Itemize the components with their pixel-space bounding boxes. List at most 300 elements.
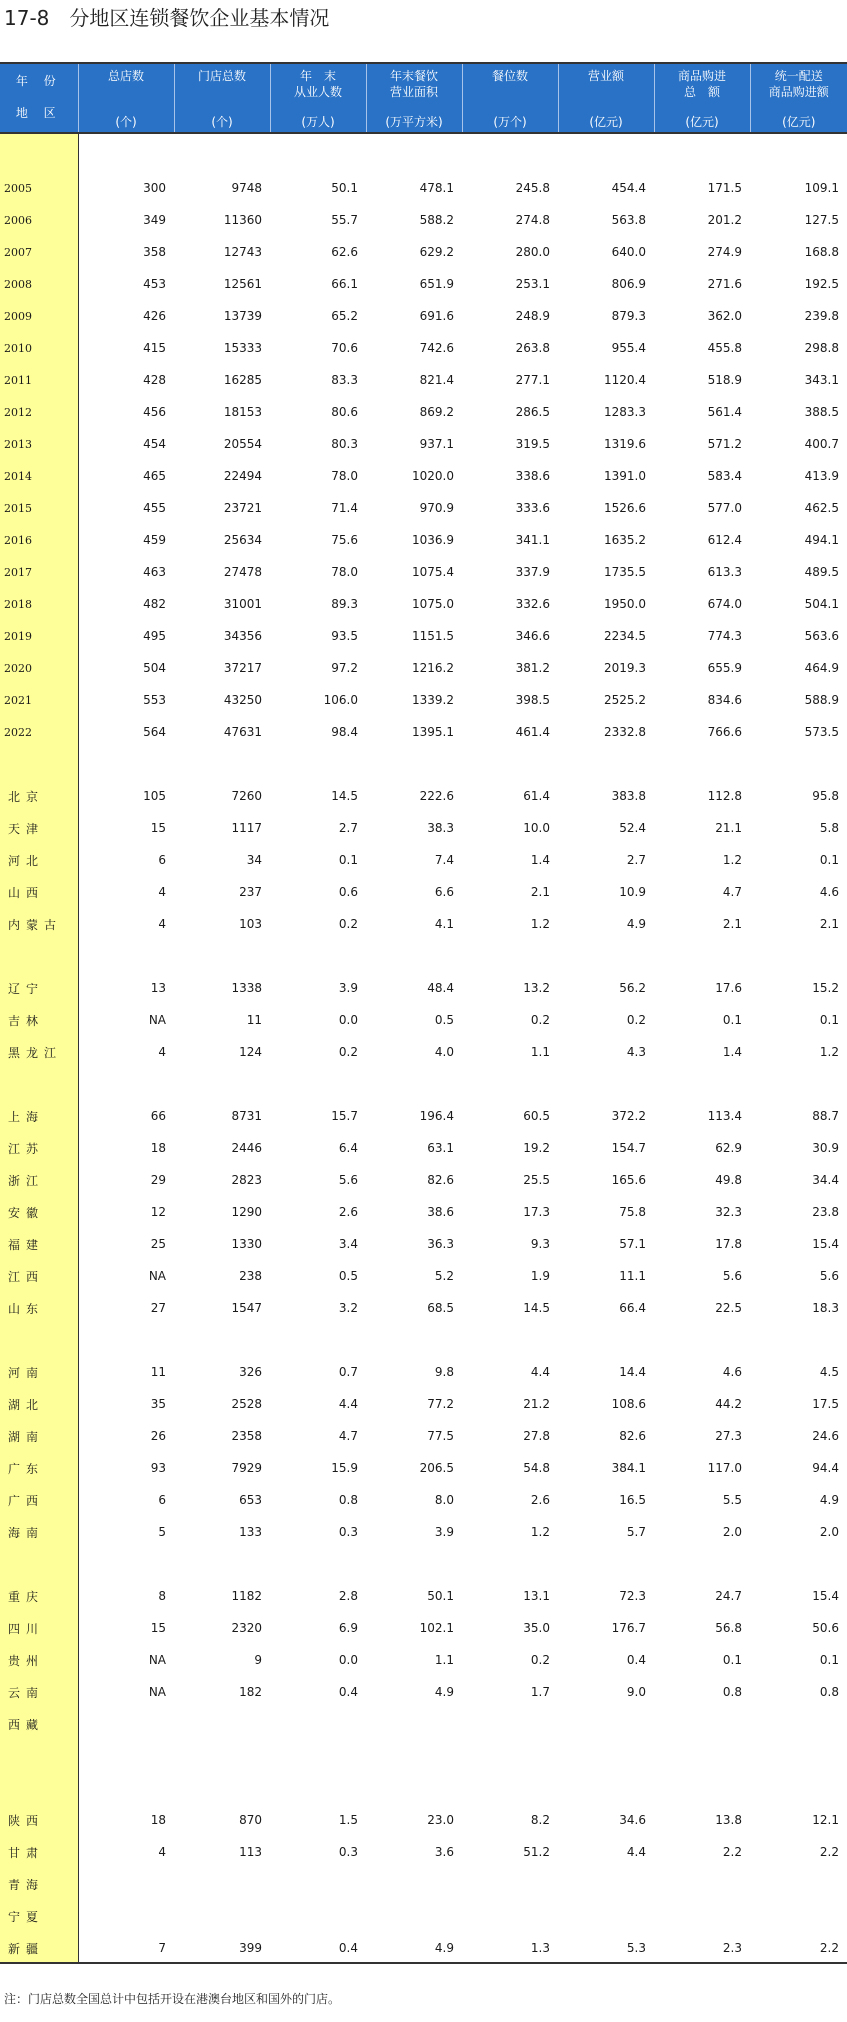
value-cell: 60.5 [523, 1109, 550, 1123]
spacer-cell [462, 1740, 558, 1772]
column-header-text: 商品购进 [677, 69, 726, 83]
value-cell: 504.1 [804, 597, 839, 611]
region-row [0, 1228, 847, 1260]
value-cell: 23.0 [427, 1813, 454, 1827]
value-cell: 0.2 [530, 1013, 550, 1027]
region-row [0, 1196, 847, 1228]
year-label: 2014 [0, 460, 78, 492]
table-body [0, 134, 847, 1964]
value-cell: 12 [150, 1205, 166, 1219]
column-header-text: 门店总数 [197, 69, 246, 83]
spacer-row [0, 134, 847, 172]
value-cell: 11.1 [619, 1269, 646, 1283]
value-cell: 346.6 [515, 629, 550, 643]
region-label: 河北 [0, 844, 78, 876]
spacer-cell [654, 940, 750, 972]
value-cell: 18 [150, 1141, 166, 1155]
value-cell: 66.1 [331, 277, 358, 291]
value-cell: 3.9 [434, 1525, 454, 1539]
value-cell: 6.9 [338, 1621, 358, 1635]
value-cell [750, 1900, 847, 1932]
year-row [0, 364, 847, 396]
value-cell: 495 [143, 629, 166, 643]
spacer-label-cell [0, 748, 78, 780]
value-cell: NA [148, 1013, 166, 1027]
value-cell: 1339.2 [412, 693, 454, 707]
value-cell: 4 [158, 1045, 166, 1059]
year-label: 2009 [0, 300, 78, 332]
value-cell: 21.1 [715, 821, 742, 835]
value-cell: 0.1 [722, 1013, 742, 1027]
year-row [0, 716, 847, 748]
value-cell: 168.8 [804, 245, 839, 259]
spacer-cell [174, 1740, 270, 1772]
value-cell: 4.7 [338, 1429, 358, 1443]
value-cell: 196.4 [419, 1109, 454, 1123]
value-cell: 274.8 [515, 213, 550, 227]
value-cell: 44.2 [715, 1397, 742, 1411]
value-cell: 4.9 [626, 917, 646, 931]
spacer-cell [174, 940, 270, 972]
value-cell: 253.1 [515, 277, 550, 291]
value-cell: 413.9 [804, 469, 839, 483]
value-cell: 577.0 [707, 501, 742, 515]
value-cell: 1.3 [530, 1941, 550, 1955]
value-cell: 8.2 [530, 1813, 550, 1827]
value-cell: 4.9 [434, 1941, 454, 1955]
value-cell: 17.3 [523, 1205, 550, 1219]
region-label: 青海 [0, 1868, 78, 1900]
year-row [0, 620, 847, 652]
value-cell: 464.9 [804, 661, 839, 675]
region-label: 黑龙江 [0, 1036, 78, 1068]
value-cell: 82.6 [427, 1173, 454, 1187]
value-cell: 461.4 [515, 725, 550, 739]
value-cell: 222.6 [419, 789, 454, 803]
header-label-cell [0, 64, 78, 132]
region-row [0, 1356, 847, 1388]
value-cell: 15 [150, 821, 166, 835]
value-cell: 8 [158, 1589, 166, 1603]
value-cell: 0.6 [338, 885, 358, 899]
column-header-text: 营业面积 [389, 85, 438, 99]
region-row [0, 812, 847, 844]
spacer-cell [750, 1068, 847, 1100]
spacer-cell [270, 1772, 366, 1804]
region-row [0, 1420, 847, 1452]
value-cell: 0.1 [819, 1653, 839, 1667]
region-row [0, 844, 847, 876]
value-cell: 25 [150, 1237, 166, 1251]
spacer-cell [654, 134, 750, 172]
value-cell: 5 [158, 1525, 166, 1539]
value-cell: 1950.0 [604, 597, 646, 611]
spacer-cell [78, 1772, 174, 1804]
value-cell [750, 1708, 847, 1740]
spacer-row [0, 1548, 847, 1580]
column-header-text: 餐位数 [491, 69, 528, 83]
value-cell: 9.3 [530, 1237, 550, 1251]
value-cell: 821.4 [419, 373, 454, 387]
value-cell: 9748 [231, 181, 262, 195]
value-cell: 651.9 [419, 277, 454, 291]
region-label: 江苏 [0, 1132, 78, 1164]
value-cell: 2.1 [530, 885, 550, 899]
spacer-cell [558, 134, 654, 172]
table-number: 17-8 [4, 6, 50, 30]
value-cell [558, 1900, 654, 1932]
region-row [0, 1484, 847, 1516]
year-label: 2010 [0, 332, 78, 364]
value-cell: 1283.3 [604, 405, 646, 419]
value-cell: 17.8 [715, 1237, 742, 1251]
year-row [0, 492, 847, 524]
value-cell [462, 1900, 558, 1932]
region-row [0, 972, 847, 1004]
value-cell: 27 [150, 1301, 166, 1315]
spacer-cell [366, 134, 462, 172]
value-cell: 384.1 [611, 1461, 646, 1475]
value-cell: 23721 [223, 501, 262, 515]
value-cell: 970.9 [419, 501, 454, 515]
value-cell: 47631 [223, 725, 262, 739]
column-header-text: 营业额 [587, 69, 624, 83]
year-row [0, 556, 847, 588]
spacer-cell [78, 1324, 174, 1356]
column-header-text: 年 末 [299, 69, 336, 83]
value-cell: 358 [143, 245, 166, 259]
value-cell: 165.6 [611, 1173, 646, 1187]
value-cell: 192.5 [804, 277, 839, 291]
value-cell: 1120.4 [604, 373, 646, 387]
value-cell: 0.4 [338, 1941, 358, 1955]
value-cell: 14.4 [619, 1365, 646, 1379]
spacer-label-cell [0, 134, 78, 172]
year-label: 2013 [0, 428, 78, 460]
value-cell: 0.2 [530, 1653, 550, 1667]
value-cell: 766.6 [707, 725, 742, 739]
region-label: 上海 [0, 1100, 78, 1132]
column-header-text: 商品购进额 [768, 85, 829, 99]
region-row [0, 1612, 847, 1644]
year-row [0, 204, 847, 236]
value-cell: 3.9 [338, 981, 358, 995]
spacer-row [0, 748, 847, 780]
value-cell [78, 1900, 174, 1932]
spacer-row [0, 1324, 847, 1356]
value-cell: 14.5 [523, 1301, 550, 1315]
value-cell: 171.5 [707, 181, 742, 195]
value-cell: 4.9 [434, 1685, 454, 1699]
value-cell: 16.5 [619, 1493, 646, 1507]
bottom-rule [0, 1962, 847, 1964]
spacer-cell [174, 1548, 270, 1580]
year-label: 2020 [0, 652, 78, 684]
value-cell: 176.7 [611, 1621, 646, 1635]
value-cell: 879.3 [611, 309, 646, 323]
value-cell: 1.1 [530, 1045, 550, 1059]
value-cell: 674.0 [707, 597, 742, 611]
year-label: 2022 [0, 716, 78, 748]
value-cell: 3.6 [434, 1845, 454, 1859]
year-row [0, 652, 847, 684]
value-cell: 0.0 [338, 1653, 358, 1667]
value-cell: 56.2 [619, 981, 646, 995]
value-cell: 2.6 [338, 1205, 358, 1219]
value-cell: 573.5 [804, 725, 839, 739]
value-cell: 63.1 [427, 1141, 454, 1155]
year-label: 2007 [0, 236, 78, 268]
column-header-unit: (万个) [493, 115, 527, 129]
value-cell: 454.4 [611, 181, 646, 195]
region-label: 湖北 [0, 1388, 78, 1420]
value-cell: 0.8 [722, 1685, 742, 1699]
value-cell: 34 [246, 853, 262, 867]
value-cell: 0.1 [819, 853, 839, 867]
header-label-year: 年 份 [15, 73, 62, 88]
spacer-cell [174, 134, 270, 172]
year-row [0, 460, 847, 492]
value-cell: 89.3 [331, 597, 358, 611]
value-cell: 35 [150, 1397, 166, 1411]
value-cell: 0.0 [338, 1013, 358, 1027]
value-cell: 51.2 [523, 1845, 550, 1859]
value-cell: 399 [239, 1941, 262, 1955]
region-label: 湖南 [0, 1420, 78, 1452]
value-cell: 15333 [223, 341, 262, 355]
value-cell: 27478 [223, 565, 262, 579]
value-cell: 109.1 [804, 181, 839, 195]
footnote: 注：门店总数全国总计中包括开设在港澳台地区和国外的门店。 [4, 1992, 341, 2006]
value-cell: 1.2 [819, 1045, 839, 1059]
value-cell: 0.7 [338, 1365, 358, 1379]
value-cell: 1290 [231, 1205, 262, 1219]
value-cell: 50.6 [812, 1621, 839, 1635]
value-cell: 23.8 [812, 1205, 839, 1219]
value-cell: 5.3 [626, 1941, 646, 1955]
value-cell: 7929 [231, 1461, 262, 1475]
value-cell: 1735.5 [604, 565, 646, 579]
value-cell: 4.5 [819, 1365, 839, 1379]
region-row [0, 1388, 847, 1420]
value-cell: 34.6 [619, 1813, 646, 1827]
value-cell: 1.7 [530, 1685, 550, 1699]
value-cell: 263.8 [515, 341, 550, 355]
value-cell: 1391.0 [604, 469, 646, 483]
value-cell: 0.8 [819, 1685, 839, 1699]
spacer-cell [558, 1324, 654, 1356]
region-label: 内蒙古 [0, 908, 78, 940]
spacer-cell [462, 940, 558, 972]
value-cell: 27.3 [715, 1429, 742, 1443]
value-cell: 9.0 [626, 1685, 646, 1699]
value-cell: 50.1 [427, 1589, 454, 1603]
value-cell: 154.7 [611, 1141, 646, 1155]
value-cell: 1.2 [530, 917, 550, 931]
value-cell: 465 [143, 469, 166, 483]
year-label: 2021 [0, 684, 78, 716]
value-cell: 24.6 [812, 1429, 839, 1443]
year-row [0, 236, 847, 268]
value-cell: 3.4 [338, 1237, 358, 1251]
value-cell: 61.4 [523, 789, 550, 803]
value-cell: 238 [239, 1269, 262, 1283]
value-cell [78, 1708, 174, 1740]
value-cell: 2.2 [722, 1845, 742, 1859]
value-cell: 112.8 [707, 789, 742, 803]
column-header-unit: (个) [211, 115, 233, 129]
spacer-label-cell [0, 1548, 78, 1580]
value-cell: 17.5 [812, 1397, 839, 1411]
value-cell: 326 [239, 1365, 262, 1379]
value-cell: 332.6 [515, 597, 550, 611]
spacer-cell [654, 1548, 750, 1580]
value-cell: 2.8 [338, 1589, 358, 1603]
spacer-cell [462, 1068, 558, 1100]
value-cell: 201.2 [707, 213, 742, 227]
value-cell: 453 [143, 277, 166, 291]
year-label: 2019 [0, 620, 78, 652]
spacer-cell [750, 1324, 847, 1356]
value-cell: 2.1 [819, 917, 839, 931]
value-cell: 71.4 [331, 501, 358, 515]
value-cell: 4.6 [722, 1365, 742, 1379]
value-cell: 2.6 [530, 1493, 550, 1507]
spacer-label-cell [0, 1740, 78, 1772]
value-cell: 77.2 [427, 1397, 454, 1411]
value-cell [270, 1708, 366, 1740]
value-cell: 456 [143, 405, 166, 419]
region-row [0, 1804, 847, 1836]
spacer-cell [270, 1068, 366, 1100]
value-cell: 937.1 [419, 437, 454, 451]
spacer-cell [750, 134, 847, 172]
value-cell: 1.4 [722, 1045, 742, 1059]
value-cell: 588.2 [419, 213, 454, 227]
region-label: 宁夏 [0, 1900, 78, 1932]
value-cell: 5.6 [722, 1269, 742, 1283]
spacer-cell [366, 1068, 462, 1100]
value-cell: 80.3 [331, 437, 358, 451]
region-label: 海南 [0, 1516, 78, 1548]
year-row [0, 684, 847, 716]
spacer-cell [78, 1068, 174, 1100]
value-cell: 248.9 [515, 309, 550, 323]
region-label: 广东 [0, 1452, 78, 1484]
region-label: 北京 [0, 780, 78, 812]
value-cell: 1.9 [530, 1269, 550, 1283]
spacer-cell [174, 1068, 270, 1100]
page-title [4, 4, 329, 32]
value-cell: 2.1 [722, 917, 742, 931]
value-cell: 1036.9 [412, 533, 454, 547]
value-cell: 428 [143, 373, 166, 387]
value-cell: 482 [143, 597, 166, 611]
value-cell: 12743 [223, 245, 262, 259]
value-cell: 0.5 [338, 1269, 358, 1283]
value-cell: 612.4 [707, 533, 742, 547]
value-cell: 0.3 [338, 1845, 358, 1859]
spacer-cell [366, 1324, 462, 1356]
value-cell: 4.0 [434, 1045, 454, 1059]
spacer-cell [654, 1772, 750, 1804]
region-row [0, 1164, 847, 1196]
column-header-unit: (亿元) [685, 115, 719, 129]
region-label: 浙江 [0, 1164, 78, 1196]
column-header [750, 64, 847, 132]
value-cell: 629.2 [419, 245, 454, 259]
value-cell: 2358 [231, 1429, 262, 1443]
value-cell: 14.5 [331, 789, 358, 803]
year-row [0, 524, 847, 556]
value-cell: 455 [143, 501, 166, 515]
value-cell: 338.6 [515, 469, 550, 483]
value-cell: 1.5 [338, 1813, 358, 1827]
value-cell: 12.1 [812, 1813, 839, 1827]
column-header [462, 64, 558, 132]
value-cell: 4.4 [626, 1845, 646, 1859]
value-cell: 6 [158, 853, 166, 867]
value-cell: 103 [239, 917, 262, 931]
value-cell: 4.4 [530, 1365, 550, 1379]
value-cell: 31001 [223, 597, 262, 611]
value-cell: 11 [150, 1365, 166, 1379]
value-cell: NA [148, 1653, 166, 1667]
value-cell: 72.3 [619, 1589, 646, 1603]
value-cell: 561.4 [707, 405, 742, 419]
value-cell: 2332.8 [604, 725, 646, 739]
region-row [0, 1644, 847, 1676]
value-cell: 277.1 [515, 373, 550, 387]
value-cell: 0.3 [338, 1525, 358, 1539]
value-cell: 113 [239, 1845, 262, 1859]
spacer-cell [654, 1740, 750, 1772]
region-label: 辽宁 [0, 972, 78, 1004]
value-cell: 2234.5 [604, 629, 646, 643]
spacer-cell [78, 134, 174, 172]
value-cell: 5.5 [722, 1493, 742, 1507]
value-cell: 6 [158, 1493, 166, 1507]
spacer-cell [78, 1548, 174, 1580]
value-cell: 27.8 [523, 1429, 550, 1443]
column-header-text: 从业人数 [293, 85, 342, 99]
value-cell [558, 1868, 654, 1900]
column-header-unit: (万人) [301, 115, 335, 129]
region-label: 陕西 [0, 1804, 78, 1836]
value-cell: 383.8 [611, 789, 646, 803]
value-cell: 398.5 [515, 693, 550, 707]
spacer-cell [270, 1548, 366, 1580]
value-cell: 97.2 [331, 661, 358, 675]
value-cell [462, 1868, 558, 1900]
region-label: 河南 [0, 1356, 78, 1388]
value-cell: 2.2 [819, 1941, 839, 1955]
value-cell: 571.2 [707, 437, 742, 451]
value-cell: 806.9 [611, 277, 646, 291]
value-cell: 2823 [231, 1173, 262, 1187]
value-cell: 43250 [223, 693, 262, 707]
region-label: 吉林 [0, 1004, 78, 1036]
value-cell: 4.1 [434, 917, 454, 931]
spacer-cell [270, 1324, 366, 1356]
value-cell: 38.6 [427, 1205, 454, 1219]
spacer-row [0, 940, 847, 972]
value-cell: 8731 [231, 1109, 262, 1123]
region-row [0, 1100, 847, 1132]
spacer-cell [750, 940, 847, 972]
value-cell: 1.4 [530, 853, 550, 867]
value-cell: 54.8 [523, 1461, 550, 1475]
